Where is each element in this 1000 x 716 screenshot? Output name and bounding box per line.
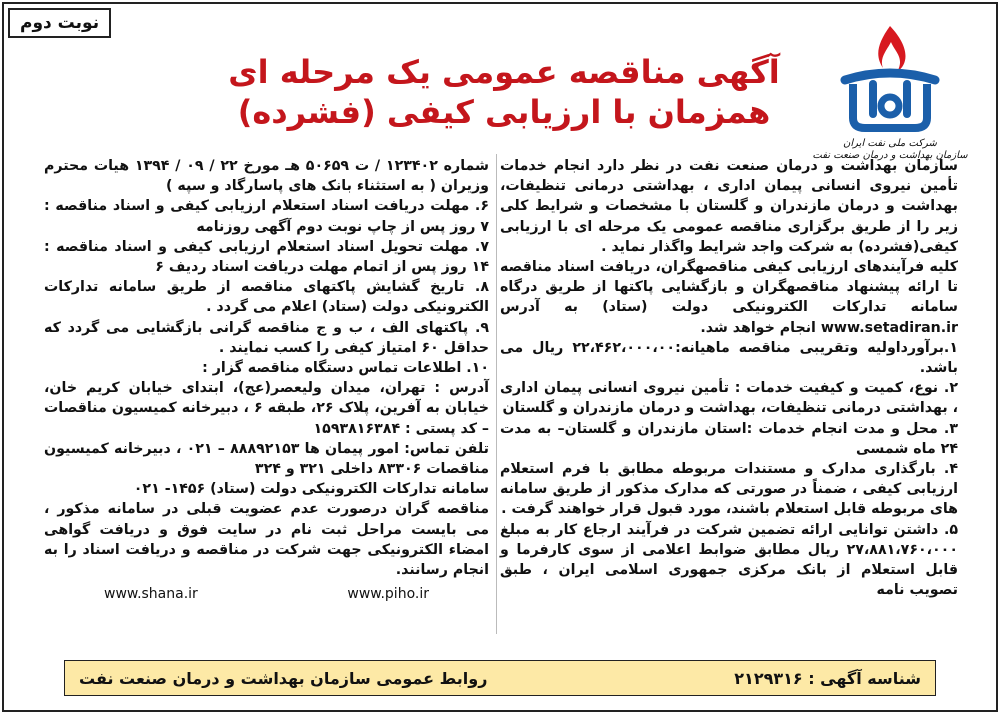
paragraph: ۱۰. اطلاعات تماس دستگاه مناقصه گزار : [202, 360, 489, 377]
right-column [500, 156, 958, 600]
paragraph: شماره ۱۲۳۴۰۲ / ت ۵۰۶۵۹ هـ مورخ ۲۲ / ۰۹ / ۱۳۹۴ هیات محترم وزیران ( به استثناء بانک های پاسارگاد و سپه ) [44, 158, 489, 195]
paragraph: سامانه تدارکات الکترونیکی دولت (ستاد) ۱۴۵۶- ۰۲۱ [133, 481, 489, 498]
paragraph: کلیه فرآیندهای ارزیابی کیفی مناقصهگران، دریافت اسناد مناقصه تا ارائه پیشنهاد مناقصهگران و بازگشایی پاکتها از طریق درگاه سامانه تدارکات الکترونیکی دولت (ستاد) به آدرس www.setadiran.ir انجام خواهد شد. [500, 259, 958, 336]
round-badge: نوبت دوم [8, 8, 111, 38]
shana-website-link[interactable]: www.shana.ir [104, 586, 198, 603]
paragraph: ۶. مهلت دریافت اسناد استعلام ارزیابی کیفی و اسناد مناقصه : ۷ روز پس از چاپ نوبت دوم آگهی روزنامه [44, 198, 489, 235]
ad-id: شناسه آگهی : ۲۱۲۹۳۱۶ [734, 668, 921, 688]
paragraph: ۳. محل و مدت انجام خدمات :استان مازندران و گلستان– به مدت ۲۴ ماه شمسی [500, 420, 958, 457]
paragraph: ۱.برآورداولیه وتقریبی مناقصه ماهیانه:۲۲،۴۶۲،۰۰۰،۰۰ ریال می باشد. [500, 339, 958, 377]
ad-title-line1: آگهی مناقصه عمومی یک مرحله ای [228, 53, 780, 91]
paragraph: ۵. داشتن توانایی ارائه تضمین شرکت در فرآیند ارجاع کار به مبلغ ۲۷،۸۸۱،۷۶۰،۰۰۰ ریال مطابق ضوابط اعلامی از سوی کارفرما و قابل استعلام از بانک مرکزی جمهوری اسلامی ایران ، طبق تصویب نامه [500, 521, 958, 599]
logo-caption-line1: شرکت ملی نفت ایران [843, 138, 937, 149]
piho-website-link[interactable]: www.piho.ir [347, 586, 429, 603]
ad-title-line2: همزمان با ارزیابی کیفی (فشرده) [237, 93, 771, 131]
paragraph: ۹. پاکتهای الف ، ب و ج مناقصه گرانی بازگشایی می گردد که حداقل ۶۰ امتیاز کیفی را کسب نمایند . [44, 319, 489, 356]
paragraph: آدرس : تهران، میدان ولیعصر(عج)، ابتدای خیابان کریم خان، خیابان به آفرین، پلاک ۲۶، طبقه ۶ ، دبیرخانه کمیسیون مناقصات – کد پستی : ۱۵۹۳۸۱۶۳۸۴ [44, 380, 489, 437]
flame-logo-icon [825, 18, 955, 138]
paragraph: سازمان بهداشت و درمان صنعت نفت در نظر دارد انجام خدمات تأمین نیروی انسانی پیمان اداری ، بهداشتی درمانی تنظیفات، بهداشت و درمان مازندران و گلستان با مشخصات و شرایط کلی زیر را از طریق برگزاری مناقصه عمومی یک مرحله ای با ارزیابی کیفی(فشرده) به شرکت واجد شرایط واگذار نماید . [500, 158, 958, 255]
paragraph: ۲. نوع، کمیت و کیفیت خدمات : تأمین نیروی انسانی پیمان اداری ، بهداشتی درمانی تنظیفات، بهداشت و درمان مازندران و گلستان [500, 380, 958, 417]
publisher: روابط عمومی سازمان بهداشت و درمان صنعت نفت [79, 668, 488, 688]
paragraph: تلفن تماس: امور پیمان ها ۸۸۸۹۲۱۵۳ – ۰۲۱ ، دبیرخانه کمیسیون مناقصات ۸۳۳۰۶ داخلی ۳۲۱ و ۳۲۴ [44, 440, 490, 478]
paragraph: ۸. تاریخ گشایش پاکتهای مناقصه از طریق سامانه تدارکات الکترونیکی دولت (ستاد) اعلام می گردد . [44, 279, 489, 316]
footer-bar [64, 660, 936, 696]
paragraph: مناقصه گران درصورت عدم عضویت قبلی در سامانه مذکور ، می بایست مراحل ثبت نام در سایت فوق و دریافت گواهی امضاء الکترونیکی جهت شرکت در مناقصه و دریافت اسناد را به انجام رسانند. [44, 501, 489, 579]
websites [44, 584, 489, 604]
logo-caption-line2: سازمان بهداشت و درمان صنعت نفت [812, 150, 968, 161]
column-divider [496, 154, 497, 634]
left-column [44, 156, 489, 604]
paragraph: ۴. بارگذاری مدارک و مستندات مربوطه مطابق با فرم استعلام ارزیابی کیفی ، ضمناً در صورتی که مدارک مذکور از طریق سامانه های مربوطه قابل استعلام باشند، مورد قبول قرار خواهند گرفت . [500, 461, 958, 518]
advertisement-page [2, 2, 998, 712]
ad-title [224, 52, 784, 132]
paragraph: ۷. مهلت تحویل اسناد استعلام ارزیابی کیفی و اسناد مناقصه : ۱۴ روز پس از اتمام مهلت دریافت اسناد ردیف ۶ [44, 238, 489, 276]
